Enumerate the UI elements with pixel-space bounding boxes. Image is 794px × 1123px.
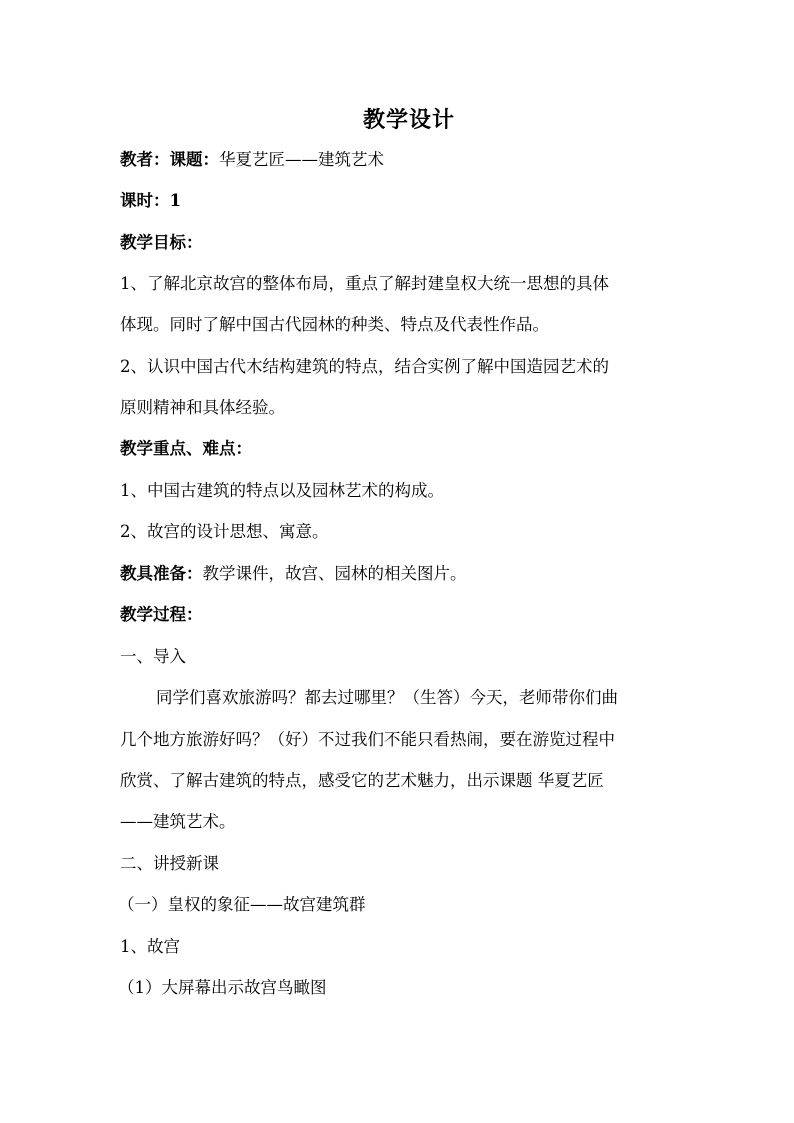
keypoint2: 2、故宫的设计思想、寓意。 [120, 522, 329, 541]
teacher-topic-line [120, 149, 680, 171]
period-line [120, 190, 680, 212]
period-label: 课时： [120, 191, 170, 210]
intro-line1: 同学们喜欢旅游吗？都去过哪里？（生答）今天，老师带你们曲 [156, 688, 618, 707]
intro-line4: ——建筑艺术。 [120, 812, 236, 831]
goal1-line1: 1、了解北京故宫的整体布局，重点了解封建皇权大统一思想的具体 [120, 274, 609, 293]
materials-value: 教学课件，故宫、园林的相关图片。 [202, 564, 467, 583]
period-value: 1 [169, 191, 181, 210]
materials-line [120, 563, 680, 585]
goal2-line2: 原则精神和具体经验。 [120, 398, 285, 417]
intro-line2: 几个地方旅游好吗？（好）不过我们不能只看热闹，要在游览过程中 [120, 730, 615, 749]
keypoints-heading: 教学重点、难点： [120, 439, 252, 458]
item-heading: 1、故宫 [120, 937, 180, 956]
goal2-line1: 2、认识中国古代木结构建筑的特点，结合实例了解中国造园艺术的 [120, 357, 609, 376]
goal1-line2: 体现。同时了解中国古代园林的种类、特点及代表性作品。 [120, 315, 549, 334]
document-title: 教学设计 [362, 107, 455, 133]
process-heading: 教学过程： [120, 605, 203, 624]
item-subpoint: （1）大屏幕出示故宫鸟瞰图 [118, 978, 327, 997]
topic-label: 课题： [169, 150, 219, 169]
keypoint1: 1、中国古建筑的特点以及园林艺术的构成。 [120, 481, 444, 500]
subsection-heading: （一）皇权的象征——故宫建筑群 [118, 895, 366, 914]
intro-line3: 欣赏、了解古建筑的特点，感受它的艺术魅力，出示课题 华夏艺匠 [120, 771, 604, 790]
topic-value: 华夏艺匠——建筑艺术 [219, 150, 384, 169]
materials-label: 教具准备： [120, 564, 203, 583]
section-intro-heading: 一、导入 [120, 647, 186, 666]
goals-heading: 教学目标： [120, 233, 203, 252]
section-newlesson-heading: 二、讲授新课 [120, 854, 219, 873]
teacher-label: 教者： [120, 150, 170, 169]
